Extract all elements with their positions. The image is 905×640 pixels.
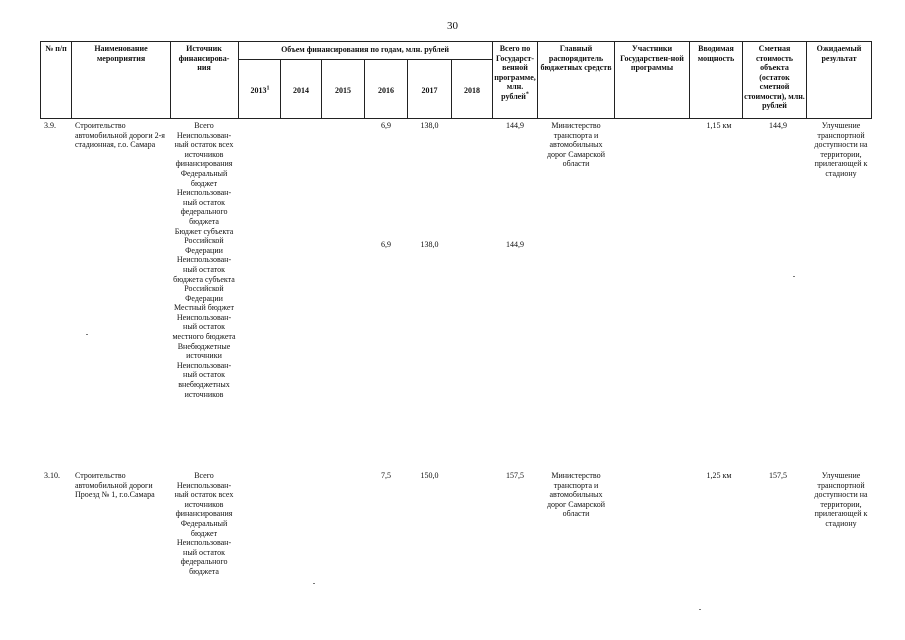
row-sources: Всего Неиспользован-ный остаток всех источников финансирования Федеральный бюджет Неиспользован-ный остаток федерального бюджета <box>174 471 234 576</box>
header-name: Наименование мероприятия <box>94 44 148 63</box>
scan-speck <box>86 334 88 335</box>
row-name: Строительство автомобильной дороги Проезд № 1, г.о.Самара <box>75 471 155 500</box>
scan-speck <box>699 609 701 610</box>
row-manager: Министерство транспорта и автомобильных дорог Самарской области <box>546 121 606 169</box>
header-total: Всего по Государст-венной программе, млн. рублей* <box>494 44 536 101</box>
row-cost: 157,5 <box>769 471 787 480</box>
scan-speck <box>313 583 315 584</box>
header-source: Источник финансирова-ния <box>178 44 230 72</box>
row-2016-total: 7,5 <box>381 471 391 480</box>
row-2016-total: 6,9 <box>381 121 391 130</box>
header-year-2015: 2015 <box>335 86 351 95</box>
row-result: Улучшение транспортной доступности на территории, прилегающей к стадиону <box>814 121 868 178</box>
row-capacity: 1,15 км <box>706 121 732 130</box>
header-result: Ожидаемый результат <box>816 44 862 63</box>
row-sum-total: 144,9 <box>506 121 524 130</box>
row-sources: Всего Неиспользован-ный остаток всех источников финансирования Федеральный бюджет Неиспользован-ный остаток федерального бюджета Бюджет субъекта Российской Федерации Неиспользован-ный остаток бюджета субъекта Российской Федерации Местный бюджет Неиспользован-ный остаток местного бюджета Внебюджетные источники Неиспользован-ный остаток внебюджетных источников <box>172 121 236 399</box>
row-2017-total: 138,0 <box>420 121 439 130</box>
row-sum-regional: 144,9 <box>506 240 524 249</box>
row-2017-total: 150,0 <box>420 471 439 480</box>
row-name: Строительство автомобильной дороги 2-я стадионная, г.о. Самара <box>75 121 165 150</box>
header-year-2016: 2016 <box>378 86 394 95</box>
header-year-2017: 2017 <box>421 86 438 95</box>
header-year-2014: 2014 <box>293 86 309 95</box>
row-result: Улучшение транспортной доступности на территории, прилегающей к стадиону <box>814 471 868 528</box>
header-manager: Главный распорядитель бюджетных средств <box>540 44 612 72</box>
row-sum-total: 157,5 <box>506 471 524 480</box>
row-cost: 144,9 <box>769 121 787 130</box>
header-funding-group: Объем финансирования по годам, млн. рублей <box>281 45 449 54</box>
header-num: № п/п <box>45 44 67 53</box>
page-number: 30 <box>447 20 458 32</box>
row-2017-regional: 138,0 <box>420 240 439 249</box>
header-participants: Участники Государствен-ной программы <box>620 44 684 72</box>
header-cost: Сметная стоимость объекта (остаток сметной стоимости), млн. рублей <box>744 44 805 110</box>
row-2016-regional: 6,9 <box>381 240 391 249</box>
row-number: 3.10. <box>44 471 60 480</box>
header-capacity: Вводимая мощность <box>697 44 735 63</box>
header-year-2018: 2018 <box>464 86 480 95</box>
row-number: 3.9. <box>44 121 56 130</box>
scan-speck <box>793 276 795 277</box>
row-manager: Министерство транспорта и автомобильных дорог Самарской области <box>546 471 606 519</box>
header-year-2013: 2013$^1$ <box>250 85 270 95</box>
row-capacity: 1,25 км <box>706 471 732 480</box>
